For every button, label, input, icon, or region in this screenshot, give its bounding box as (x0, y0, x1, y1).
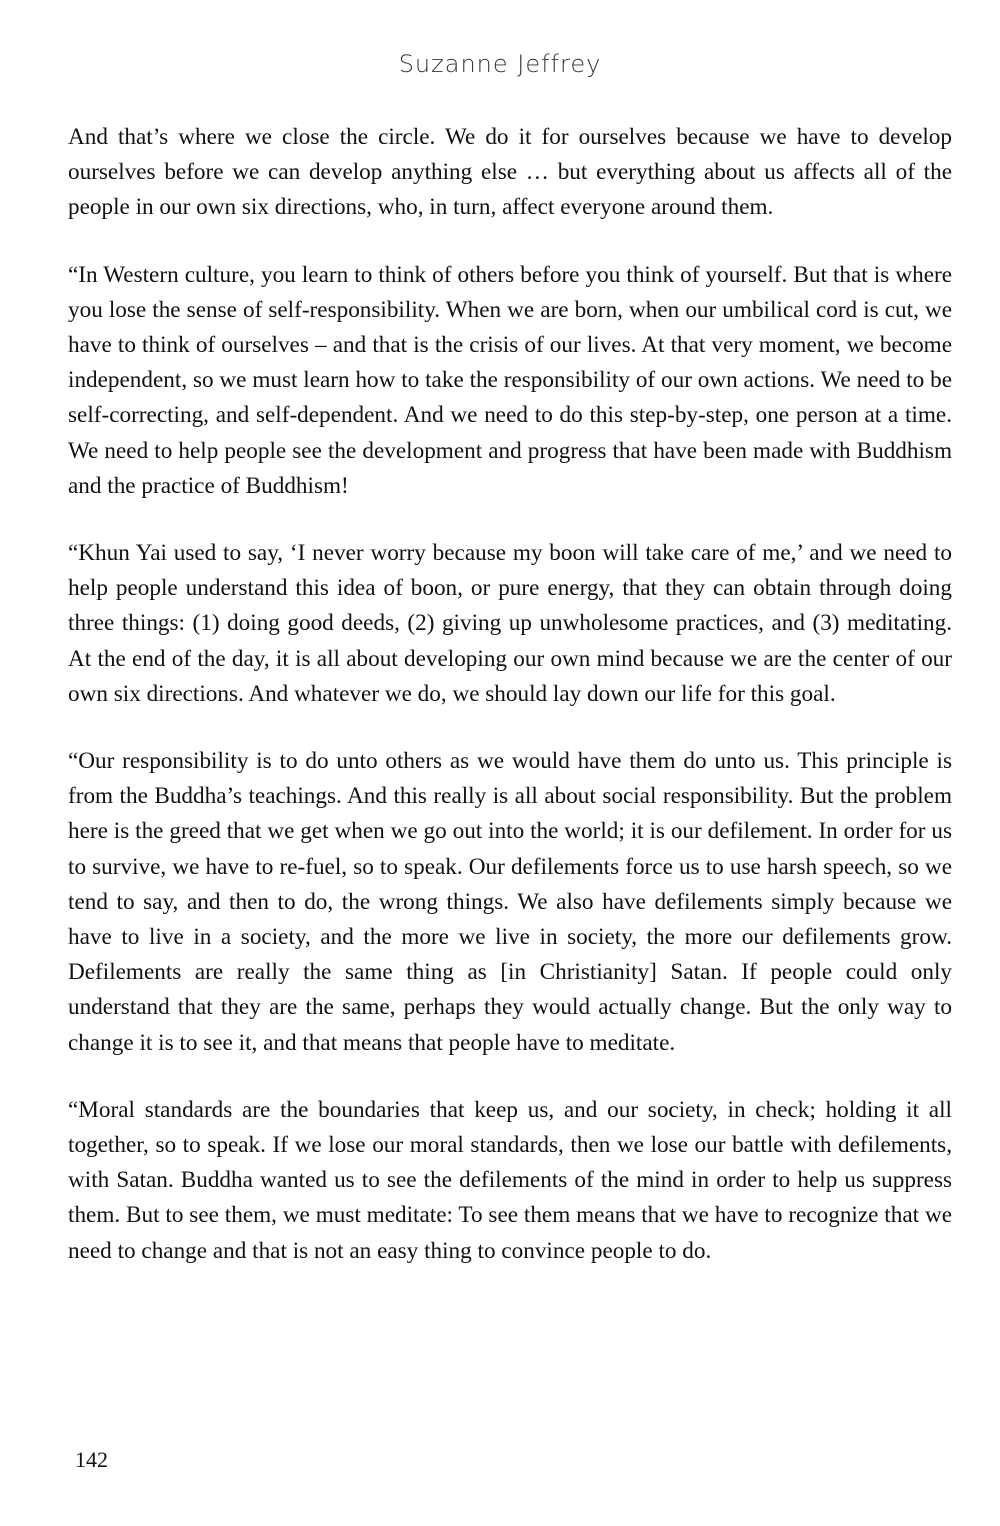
paragraph-2: “In Western culture, you learn to think of others before you think of yourself. But that is where you lose the sense of self-responsibility. When we are born, when our umbilical cord is cut, we have to think of ourselves – and that is the crisis of our lives. At that very moment, we become independent, so we must learn how to take the responsibility of our own actions. We need to be self-correcting, and self-dependent. And we need to do this step-by-step, one person at a time. We need to help people see the development and progress that have been made with Buddhism and the practice of Buddhism! (68, 261, 952, 499)
running-header: Suzanne Jeffrey (398, 50, 602, 78)
paragraph-3: “Khun Yai used to say, ‘I never worry because my boon will take care of me,’ and we need to help people understand this idea of boon, or pure energy, that they can obtain through doing three things: (1) doing good deeds, (2) giving up unwholesome practices, and (3) meditating. At the end of the day, it is all about developing our own mind because we are the center of our own six directions. And whatever we do, we should lay down our life for this goal. (68, 540, 952, 707)
paragraph-4: “Our responsibility is to do unto others as we would have them do unto us. This principle is from the Buddha’s teachings. And this really is all about social responsibility. But the problem here is the greed that we get when we go out into the world; it is our defilement. In order for us to survive, we have to re-fuel, so to speak. Our defilements force us to use harsh speech, so we tend to say, and then to do, the wrong things. We also have defilements simply because we have to live in a society, and the more we live in society, the more our defilements grow. Defilements are really the same thing as [in Christianity] Satan. If people could only understand that they are the same, perhaps they would actually change. But the only way to change it is to see it, and that means that people have to meditate. (68, 748, 952, 1056)
page-number: 142 (75, 1447, 108, 1472)
paragraph-1: And that’s where we close the circle. We do it for ourselves because we have to develop ourselves before we can develop anything else … but everything about us affects all of the people in our own six directions, who, in turn, affect everyone around them. (68, 124, 952, 221)
body-text (68, 120, 952, 1301)
paragraph-5: “Moral standards are the boundaries that keep us, and our society, in check; holding it all together, so to speak. If we lose our moral standards, then we lose our battle with defilements, with Satan. Buddha wanted us to see the defilements of the mind in order to help us suppress them. But to see them, we must meditate: To see them means that we have to recognize that we need to change and that is not an easy thing to convince people to do. (68, 1096, 952, 1264)
